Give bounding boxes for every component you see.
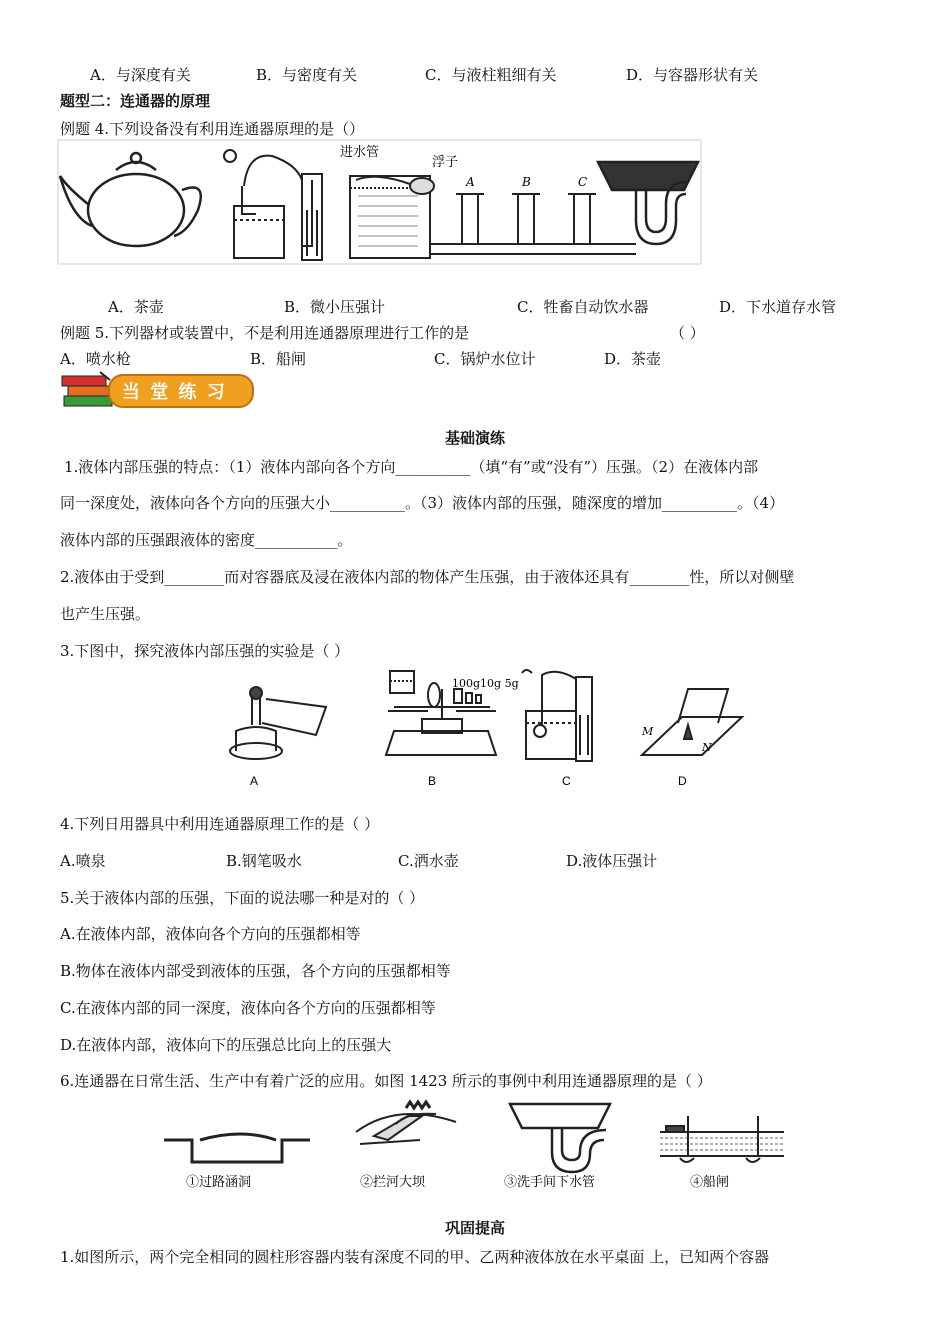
q3-label-d: D bbox=[678, 774, 687, 788]
q2-line-2: 也产生压强。 bbox=[60, 605, 151, 623]
example-4-figure bbox=[58, 140, 701, 264]
banner-text: 当 堂 练 习 bbox=[122, 382, 227, 403]
ex4-option-a: A．茶壶 bbox=[108, 298, 164, 316]
example-5-paren: （ ） bbox=[670, 324, 705, 342]
q3-label-a: A bbox=[250, 774, 259, 788]
q6-label-1: ①过路涵洞 bbox=[186, 1174, 252, 1189]
q4-option-b: B.钢笔吸水 bbox=[226, 852, 302, 870]
q5-option-b: B.物体在液体内部受到液体的压强，各个方向的压强都相等 bbox=[60, 962, 451, 980]
q2-line-1: 2.液体由于受到________而对容器底及浸在液体内部的物体产生压强，由于液体还具有________性，所以对侧壁 bbox=[60, 568, 795, 586]
q6-label-3: ③洗手间下水管 bbox=[504, 1174, 596, 1189]
sink-drain-icon bbox=[510, 1104, 610, 1172]
q5-option-a: A.在液体内部，液体向各个方向的压强都相等 bbox=[60, 925, 361, 943]
ship-lock-icon bbox=[660, 1116, 784, 1162]
q1-line-3: 液体内部的压强跟液体的密度___________。 bbox=[60, 531, 353, 549]
option-b: B．与密度有关 bbox=[256, 66, 358, 84]
basic-practice-title: 基础演练 bbox=[444, 429, 505, 447]
svg-text:浮子: 浮子 bbox=[432, 154, 459, 169]
q5-option-c: C.在液体内部的同一深度，液体向各个方向的压强都相等 bbox=[60, 999, 436, 1017]
q5-option-d: D.在液体内部，液体向下的压强总比向上的压强大 bbox=[60, 1036, 392, 1054]
svg-text:100g10g 5g: 100g10g 5g bbox=[452, 677, 519, 690]
q1-line-1: 1.液体内部压强的特点：（1）液体内部向各个方向__________（填“有”或“没有”）压强。（2）在液体内部 bbox=[64, 458, 759, 476]
dam-icon bbox=[356, 1102, 456, 1144]
ex4-option-d: D．下水道存水管 bbox=[719, 298, 837, 316]
ex4-option-c: C．牲畜自动饮水器 bbox=[517, 298, 649, 316]
option-d: D．与容器形状有关 bbox=[626, 66, 759, 84]
svg-text:A: A bbox=[466, 175, 475, 189]
ex5-option-d: D．茶壶 bbox=[604, 350, 662, 368]
example-5-question: 例题 5.下列器材或装置中，不是利用连通器原理进行工作的是 bbox=[60, 324, 470, 342]
section-title: 题型二：连通器的原理 bbox=[60, 92, 211, 110]
option-a: A．与深度有关 bbox=[90, 66, 191, 84]
q3-question: 3.下图中，探究液体内部压强的实验是（ ） bbox=[60, 642, 350, 660]
ex4-option-b: B．微小压强计 bbox=[284, 298, 386, 316]
q3-label-b: B bbox=[428, 774, 437, 788]
example-4-question: 例题 4.下列设备没有利用连通器原理的是（） bbox=[60, 120, 365, 138]
ex5-option-c: C．锅炉水位计 bbox=[434, 350, 536, 368]
advance-title: 巩固提高 bbox=[444, 1219, 505, 1237]
adv-q1: 1.如图所示，两个完全相同的圆柱形容器内装有深度不同的甲、乙两种液体放在水平桌面 上，已知两个容器 bbox=[60, 1248, 770, 1266]
q6-label-4: ④船闸 bbox=[690, 1174, 730, 1189]
apparatus-a-icon bbox=[230, 687, 326, 759]
q1-line-2: 同一深度处，液体向各个方向的压强大小__________。（3）液体内部的压强，随深度的增加__________。（4） bbox=[60, 494, 785, 512]
q4-option-c: C.洒水壶 bbox=[398, 852, 459, 870]
q3-label-c: C bbox=[562, 774, 571, 788]
svg-text:M: M bbox=[642, 725, 654, 738]
option-c: C．与液柱粗细有关 bbox=[425, 66, 557, 84]
q4-option-a: A.喷泉 bbox=[60, 852, 106, 870]
svg-text:C: C bbox=[578, 175, 588, 189]
pressure-gauge-c-icon bbox=[522, 670, 592, 761]
ex5-option-b: B．船闸 bbox=[250, 350, 307, 368]
culvert-icon bbox=[164, 1134, 310, 1162]
svg-text:B: B bbox=[522, 175, 531, 189]
svg-text:进水管: 进水管 bbox=[340, 144, 380, 159]
q3-figure bbox=[222, 665, 722, 789]
practice-banner bbox=[60, 370, 252, 410]
q4-option-d: D.液体压强计 bbox=[566, 852, 658, 870]
q4-question: 4.下列日用器具中利用连通器原理工作的是（ ） bbox=[60, 815, 380, 833]
q6-question: 6.连通器在日常生活、生产中有着广泛的应用。如图 1423 所示的事例中利用连通器原理的是（ ） bbox=[60, 1072, 712, 1090]
q6-figure bbox=[160, 1092, 790, 1190]
q6-label-2: ②拦河大坝 bbox=[360, 1174, 426, 1189]
svg-text:N: N bbox=[702, 741, 712, 754]
plate-d-icon bbox=[642, 689, 742, 755]
ex5-option-a: A．喷水枪 bbox=[60, 350, 131, 368]
q5-question: 5.关于液体内部的压强，下面的说法哪一种是对的（ ） bbox=[60, 889, 425, 907]
